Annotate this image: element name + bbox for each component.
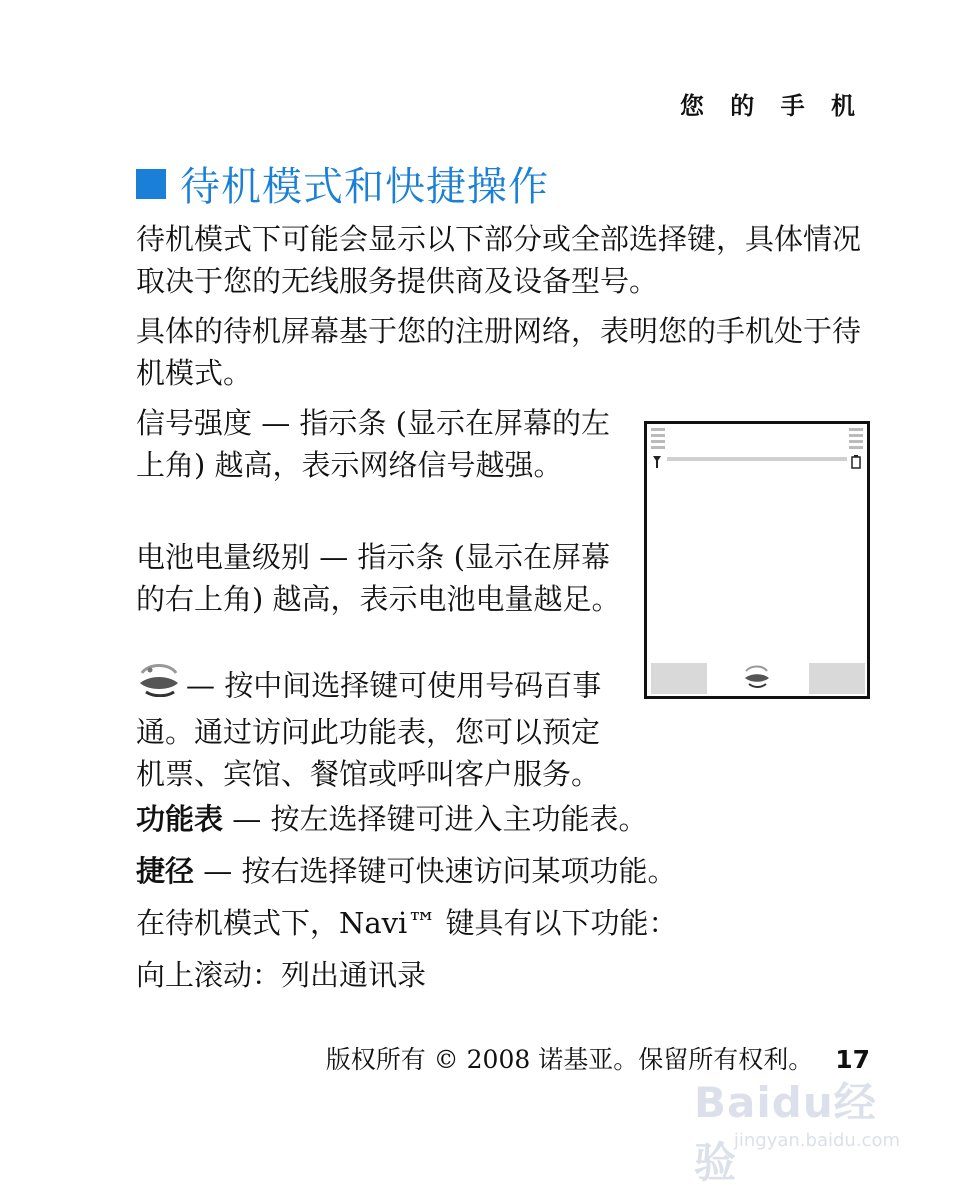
right-softkey — [809, 663, 865, 694]
standby-screen-paragraph: 具体的待机屏幕基于您的注册网络，表明您的手机处于待机模式。 — [136, 314, 862, 390]
navi-paragraph: 在待机模式下，Navi™ 键具有以下功能： — [136, 906, 678, 940]
shortcut-term: 捷径 — [136, 854, 195, 888]
watermark — [694, 1070, 904, 1187]
menu-term: 功能表 — [136, 802, 224, 836]
shortcut-paragraph — [136, 850, 876, 892]
middle-softkey-logo-icon — [745, 667, 769, 688]
intro-paragraph: 待机模式下可能会显示以下部分或全部选择键，具体情况取决于您的无线服务提供商及设备型号。 — [136, 222, 862, 298]
section-title — [136, 155, 549, 212]
service-logo-icon — [136, 661, 182, 708]
standby-screen-illustration — [644, 421, 870, 699]
watermark-url: jingyan.baidu.com — [733, 1130, 900, 1151]
scroll-up-paragraph: 向上滚动：列出通讯录 — [136, 958, 427, 992]
section-title-text: 待机模式和快捷操作 — [180, 164, 549, 210]
battery-bars-icon — [849, 428, 863, 468]
watermark-logo: Baidu经验 — [694, 1078, 877, 1187]
status-divider — [667, 457, 847, 461]
copyright-notice: 版权所有 © 2008 诺基亚。保留所有权利。 — [325, 1045, 814, 1074]
menu-paragraph — [136, 798, 876, 840]
signal-paragraph: 信号强度 — 指示条 (显示在屏幕的左上角) 越高，表示网络信号越强。 — [136, 406, 610, 482]
menu-description: — 按左选择键可进入主功能表。 — [223, 802, 648, 836]
left-softkey — [651, 663, 707, 694]
middle-key-text: — 按中间选择键可使用号码百事通。通过访问此功能表，您可以预定机票、宾馆、餐馆或呼叫客户服务。 — [136, 668, 602, 791]
running-header: 您 的 手 机 — [679, 92, 864, 120]
shortcut-description: — 按右选择键可快速访问某项功能。 — [194, 854, 677, 888]
middle-key-paragraph — [136, 664, 626, 795]
title-square-icon — [136, 169, 166, 199]
signal-bars-icon — [651, 428, 665, 468]
battery-paragraph: 电池电量级别 — 指示条 (显示在屏幕的右上角) 越高，表示电池电量越足。 — [136, 540, 621, 616]
page-number: 17 — [835, 1045, 870, 1074]
